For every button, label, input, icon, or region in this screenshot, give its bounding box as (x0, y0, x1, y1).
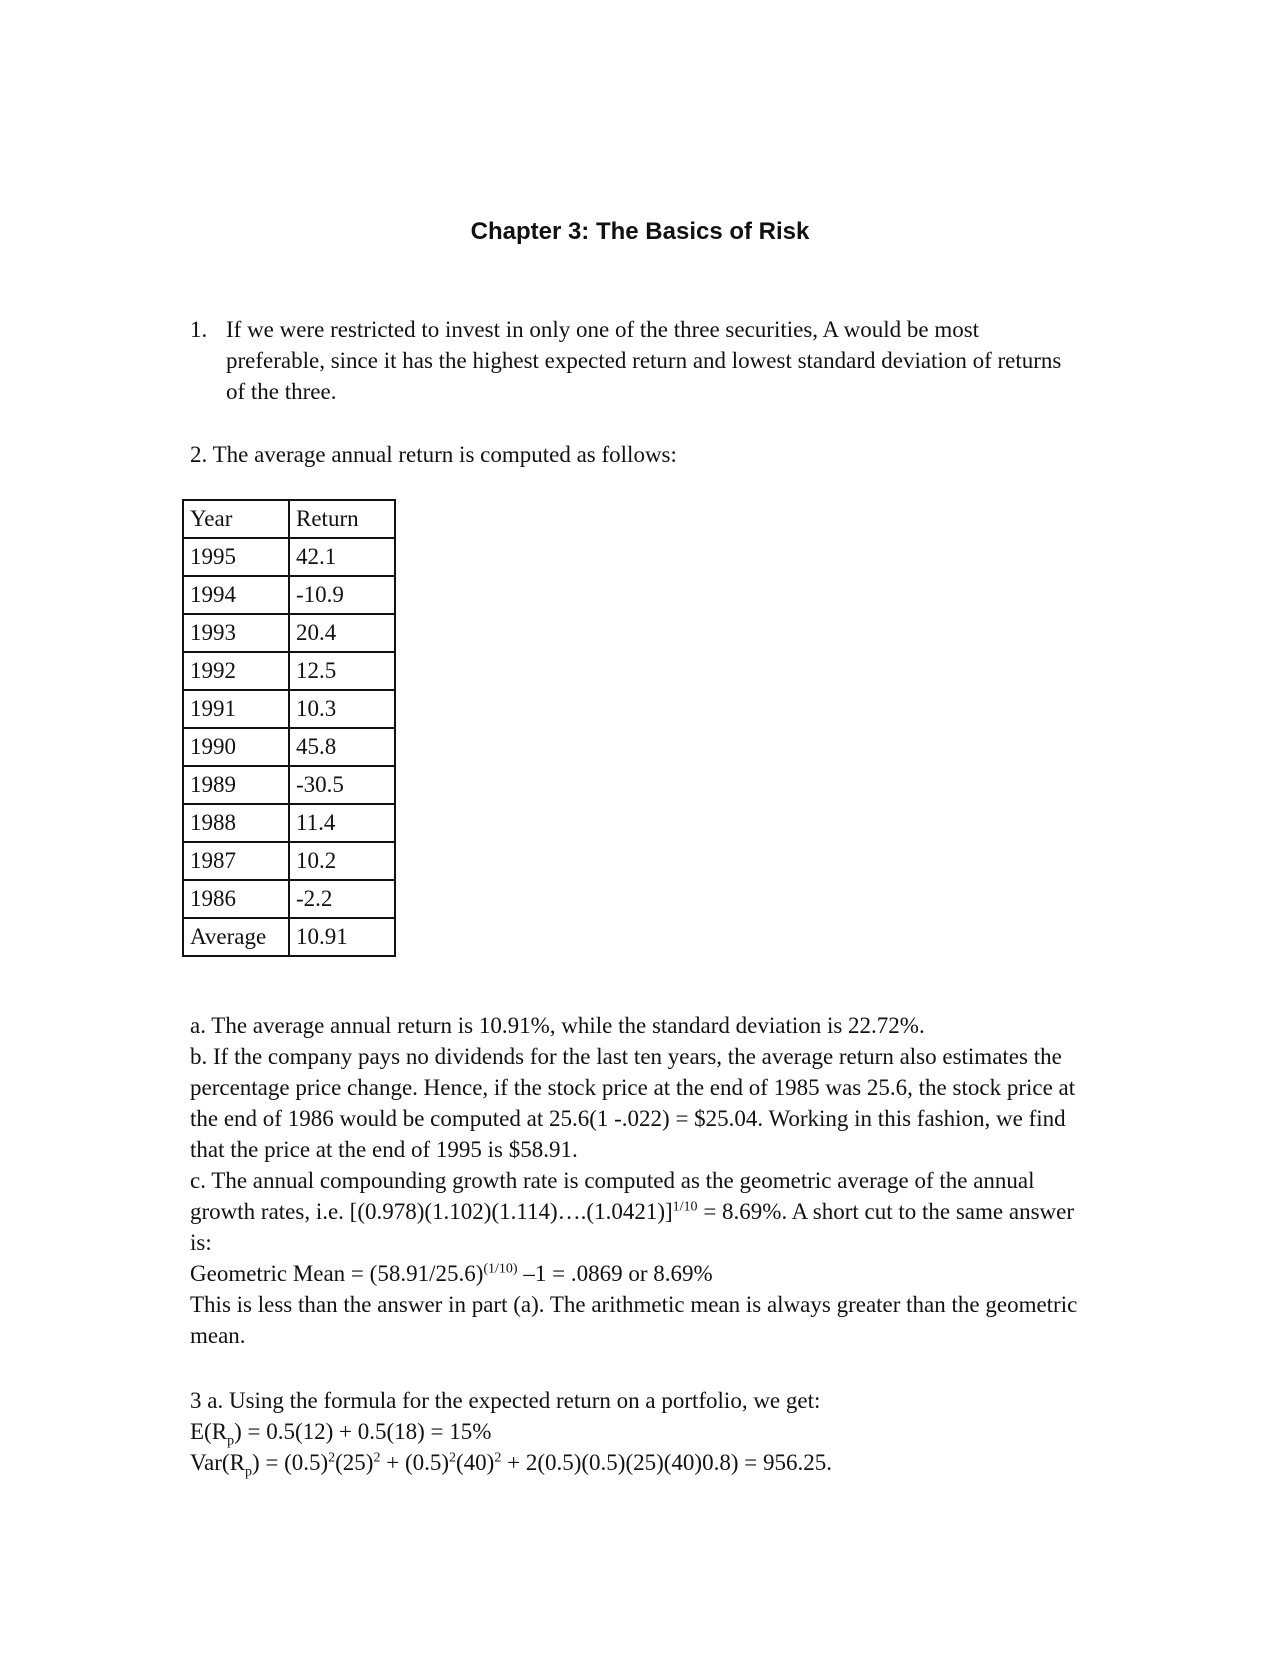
variance-c: (25) (335, 1450, 374, 1475)
returns-table (182, 499, 396, 957)
geo-mean-pre: Geometric Mean = (58.91/25.6) (190, 1261, 484, 1286)
table-row (183, 614, 395, 652)
expected-b: ) = 0.5(12) + 0.5(18) = 15% (234, 1419, 492, 1444)
variance-sub: p (244, 1464, 252, 1480)
table-row (183, 880, 395, 918)
cell-return: -30.5 (289, 766, 395, 804)
part-c-text (190, 1165, 1090, 1258)
header-return: Return (289, 500, 395, 538)
cell-return: -10.9 (289, 576, 395, 614)
variance-b: ) = (0.5) (251, 1450, 329, 1475)
cell-return: 12.5 (289, 652, 395, 690)
table-row (183, 766, 395, 804)
expected-a: E(R (190, 1419, 228, 1444)
cell-year: 1986 (183, 880, 289, 918)
variance-sup3: 2 (449, 1450, 457, 1466)
cell-year: 1994 (183, 576, 289, 614)
question-1 (190, 314, 1070, 407)
cell-return: -2.2 (289, 880, 395, 918)
conclusion-text: This is less than the answer in part (a). The arithmetic mean is always greater than the geometric mean. (190, 1292, 1078, 1348)
question-2-answers (190, 1010, 1090, 1351)
cell-return: 10.2 (289, 842, 395, 880)
header-year: Year (183, 500, 289, 538)
expected-return-line (190, 1416, 1090, 1447)
cell-year: 1992 (183, 652, 289, 690)
expected-sub: p (227, 1433, 235, 1449)
table-row (183, 538, 395, 576)
question-3-intro: 3 a. Using the formula for the expected return on a portfolio, we get: (190, 1388, 821, 1413)
question-3 (190, 1385, 1090, 1478)
variance-sup4: 2 (494, 1450, 502, 1466)
table-row (183, 576, 395, 614)
cell-return: 45.8 (289, 728, 395, 766)
cell-year: 1989 (183, 766, 289, 804)
cell-year: 1991 (183, 690, 289, 728)
part-a-text: a. The average annual return is 10.91%, while the standard deviation is 22.72%. (190, 1013, 925, 1038)
table-row (183, 652, 395, 690)
table-row-average (183, 918, 395, 956)
cell-return: 42.1 (289, 538, 395, 576)
cell-year: 1993 (183, 614, 289, 652)
geo-mean-exponent: (1/10) (483, 1261, 518, 1277)
part-c-exponent: 1/10 (672, 1199, 698, 1215)
variance-d: + (0.5) (380, 1450, 450, 1475)
question-2-intro: 2. The average annual return is computed as follows: (190, 442, 677, 467)
table-row (183, 728, 395, 766)
variance-sup2: 2 (373, 1450, 381, 1466)
variance-a: Var(R (190, 1450, 245, 1475)
cell-average-value: 10.91 (289, 918, 395, 956)
cell-year: 1995 (183, 538, 289, 576)
variance-line (190, 1447, 1090, 1478)
table-header-row (183, 500, 395, 538)
page-title: Chapter 3: The Basics of Risk (470, 218, 810, 245)
part-c-post: = 8.69%. A short cut to the same answer is: (190, 1199, 1074, 1255)
question-1-text: If we were restricted to invest in only one of the three securities, A would be most preferable, since it has the highest expected return and lowest standard deviation of returns of the three. (226, 317, 1062, 404)
variance-sup1: 2 (328, 1450, 336, 1466)
variance-e: (40) (456, 1450, 495, 1475)
variance-f: + 2(0.5)(0.5)(25)(40)0.8) = 956.25. (501, 1450, 832, 1475)
cell-average-label: Average (183, 918, 289, 956)
cell-return: 20.4 (289, 614, 395, 652)
cell-year: 1988 (183, 804, 289, 842)
cell-return: 11.4 (289, 804, 395, 842)
cell-return: 10.3 (289, 690, 395, 728)
table-row (183, 804, 395, 842)
cell-year: 1987 (183, 842, 289, 880)
part-c-pre: c. The annual compounding growth rate is computed as the geometric average of the annual growth rates, i.e. [(0.978)(1.102)(1.114)….(1.0421)] (190, 1168, 1035, 1224)
cell-year: 1990 (183, 728, 289, 766)
question-1-number: 1. (190, 317, 208, 342)
table-row (183, 690, 395, 728)
table-row (183, 842, 395, 880)
part-b-text: b. If the company pays no dividends for the last ten years, the average return also estimates the percentage price change. Hence, if the stock price at the end of 1985 was 25.6, the stock price at the end of 1986 would be computed at 25.6(1 -.022) = $25.04. Working in this fashion, we find that the price at the end of 1995 is $58.91. (190, 1044, 1076, 1162)
geometric-mean-line (190, 1258, 1090, 1289)
geo-mean-post: –1 = .0869 or 8.69% (517, 1261, 713, 1286)
